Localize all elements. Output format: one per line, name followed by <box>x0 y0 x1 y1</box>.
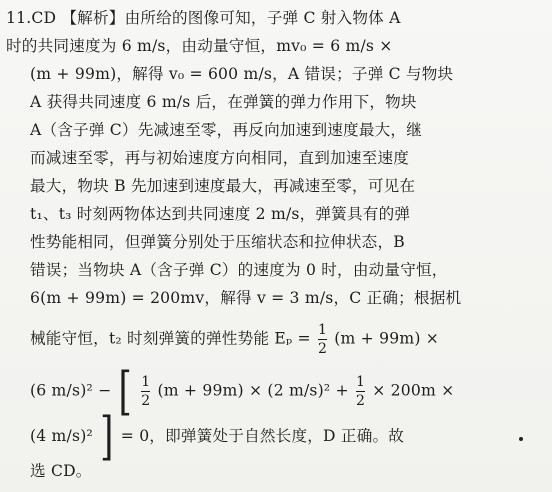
expression-part-a: (6 m/s)² − <box>30 381 112 400</box>
energy-suffix: (m + 99m) × <box>334 329 440 348</box>
expression-part-d: (4 m/s)² <box>30 427 93 445</box>
fraction-denominator: 2 <box>317 341 328 357</box>
expression-part-e: = 0，即弹簧处于自然长度，D 正确。故 <box>120 427 405 445</box>
text-line-15: 选 CD。 <box>30 462 92 480</box>
text-line-2: 时的共同速度为 6 m/s，由动量守恒，mv₀ = 6 m/s × <box>6 37 393 55</box>
left-bracket: [ <box>118 361 133 422</box>
text-line-9: 性势能相同，但弹簧分别处于压缩状态和拉伸状态，B <box>30 233 405 251</box>
text-line-3: (m + 99m)，解得 v₀ = 600 m/s，A 错误；子弹 C 与物块 <box>30 65 454 83</box>
fraction-half-1 <box>318 323 327 356</box>
expression-part-b: (m + 99m) × (2 m/s)² + <box>157 381 349 400</box>
energy-prefix: 械能守恒，t₂ 时刻弹簧的弹性势能 Eₚ = <box>30 329 311 348</box>
stray-dot-mark <box>519 437 523 441</box>
text-line-8: t₁、t₃ 时刻两物体达到共同速度 2 m/s，弹簧具有的弹 <box>30 205 411 223</box>
fraction-numerator: 1 <box>141 374 151 390</box>
text-line-1: 11.CD 【解析】由所给的图像可知，子弹 C 射入物体 A <box>6 9 401 27</box>
fraction-half-3 <box>356 375 365 408</box>
fraction-numerator: 1 <box>355 374 366 390</box>
text-line-4: A 获得共同速度 6 m/s 后，在弹簧的弹力作用下，物块 <box>30 93 417 111</box>
text-line-13 <box>30 361 552 422</box>
text-line-12 <box>30 323 552 356</box>
fraction-half-2 <box>141 375 150 408</box>
text-line-11: 6(m + 99m) = 200mv，解得 v = 3 m/s，C 正确；根据机 <box>30 289 462 307</box>
fraction-numerator: 1 <box>317 322 328 338</box>
fraction-bar <box>318 339 327 340</box>
text-line-10: 错误；当物块 A（含子弹 C）的速度为 0 时，由动量守恒， <box>30 261 448 279</box>
text-line-7: 最大，物块 B 先加速到速度最大，再减速至零，可见在 <box>30 177 416 195</box>
expression-part-c: × 200m × <box>372 381 455 400</box>
text-line-14 <box>30 407 552 467</box>
fraction-bar <box>141 391 150 392</box>
fraction-denominator: 2 <box>355 393 366 409</box>
fraction-denominator: 2 <box>141 393 151 409</box>
fraction-bar <box>356 391 365 392</box>
right-bracket: ] <box>100 407 114 467</box>
text-line-6: 而减速至零，再与初始速度方向相同，直到加速至速度 <box>30 149 410 167</box>
text-line-5: A（含子弹 C）先减速至零，再反向加速到速度最大，继 <box>30 121 423 139</box>
